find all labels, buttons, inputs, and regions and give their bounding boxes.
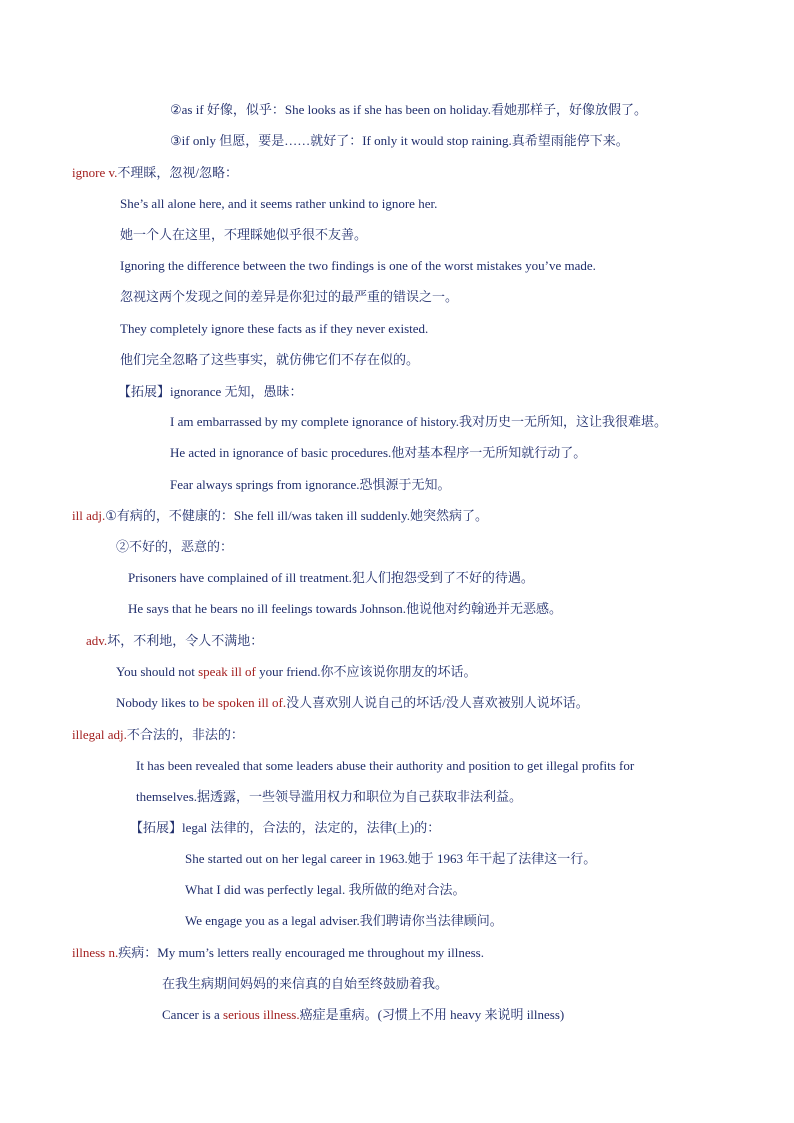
illegal-entry: illegal adj.不合法的，非法的：	[72, 727, 244, 742]
ignore-example-2-en: Ignoring the difference between the two findings is one of the worst mistakes you’ve made.	[120, 258, 596, 273]
if-only-sense: ③if only 但愿，要是……就好了：If only it would stop raining.真希望雨能停下来。	[170, 133, 629, 148]
headword-illness: illness n.	[72, 945, 119, 960]
illegal-example-cont: themselves.据透露，一些领导滥用权力和职位为自己获取非法利益。	[136, 789, 523, 804]
ignore-example-3-zh: 他们完全忽略了这些事实，就仿佛它们不存在似的。	[120, 352, 420, 367]
ill-sense-2: ②不好的，恶意的：	[116, 539, 234, 554]
legal-extension: 【拓展】legal 法律的，合法的，法定的，法律(上)的：	[130, 820, 441, 835]
ill-entry: ill adj.①有病的，不健康的：She fell ill/was taken ill suddenly.她突然病了。	[72, 508, 488, 523]
as-if-sense: ②as if 好像，似乎：She looks as if she has been on holiday.看她那样子，好像放假了。	[170, 102, 647, 117]
ignorance-example-3: Fear always springs from ignorance.恐惧源于无知。	[170, 477, 451, 492]
legal-example-1: She started out on her legal career in 1963.她于 1963 年干起了法律这一行。	[185, 851, 597, 866]
legal-example-2: What I did was perfectly legal. 我所做的绝对合法。	[185, 882, 466, 897]
extension-tag: 【拓展】	[118, 384, 171, 399]
ill-example-1: Prisoners have complained of ill treatment.犯人们抱怨受到了不好的待遇。	[128, 570, 534, 585]
phrase-be-spoken-ill-of: be spoken ill of.	[202, 695, 287, 710]
illness-example-zh: 在我生病期间妈妈的来信真的自始至终鼓励着我。	[162, 976, 449, 991]
ignore-example-1-zh: 她一个人在这里，不理睬她似乎很不友善。	[120, 227, 368, 242]
headword-illegal: illegal adj.	[72, 727, 127, 742]
ignore-example-2-zh: 忽视这两个发现之间的差异是你犯过的最严重的错误之一。	[120, 289, 459, 304]
pos-adv: adv.	[86, 633, 108, 648]
extension-tag: 【拓展】	[130, 820, 183, 835]
ignorance-extension: 【拓展】ignorance 无知，愚昧：	[118, 384, 303, 399]
ignorance-example-1: I am embarrassed by my complete ignorance of history.我对历史一无所知，这让我很难堪。	[170, 414, 668, 429]
ill-adv-entry: adv.坏，不利地，令人不满地：	[86, 633, 264, 648]
legal-example-3: We engage you as a legal adviser.我们聘请你当法律顾问。	[185, 913, 503, 928]
illness-entry: illness n.疾病：My mum’s letters really encouraged me throughout my illness.	[72, 945, 484, 960]
illness-example-2: Cancer is a serious illness.癌症是重病。(习惯上不用 heavy 来说明 illness)	[162, 1007, 565, 1022]
ill-adv-example-1: You should not speak ill of your friend.你不应该说你朋友的坏话。	[116, 664, 477, 679]
headword-ill: ill adj.	[72, 508, 106, 523]
headword-ignore: ignore v.	[72, 165, 118, 180]
ignore-example-3-en: They completely ignore these facts as if they never existed.	[120, 321, 429, 336]
ill-example-2: He says that he bears no ill feelings towards Johnson.他说他对约翰逊并无恶感。	[128, 601, 563, 616]
phrase-speak-ill-of: speak ill of	[198, 664, 256, 679]
ignorance-example-2: He acted in ignorance of basic procedures.他对基本程序一无所知就行动了。	[170, 445, 587, 460]
illegal-example-en: It has been revealed that some leaders abuse their authority and position to get illegal profits for	[136, 758, 635, 773]
ignore-example-1-en: She’s all alone here, and it seems rather unkind to ignore her.	[120, 196, 438, 211]
ill-adv-example-2: Nobody likes to be spoken ill of.没人喜欢别人说自己的坏话/没人喜欢被别人说坏话。	[116, 695, 589, 710]
phrase-serious-illness: serious illness.	[223, 1007, 300, 1022]
ignore-entry: ignore v.不理睬，忽视/忽略：	[72, 165, 238, 180]
